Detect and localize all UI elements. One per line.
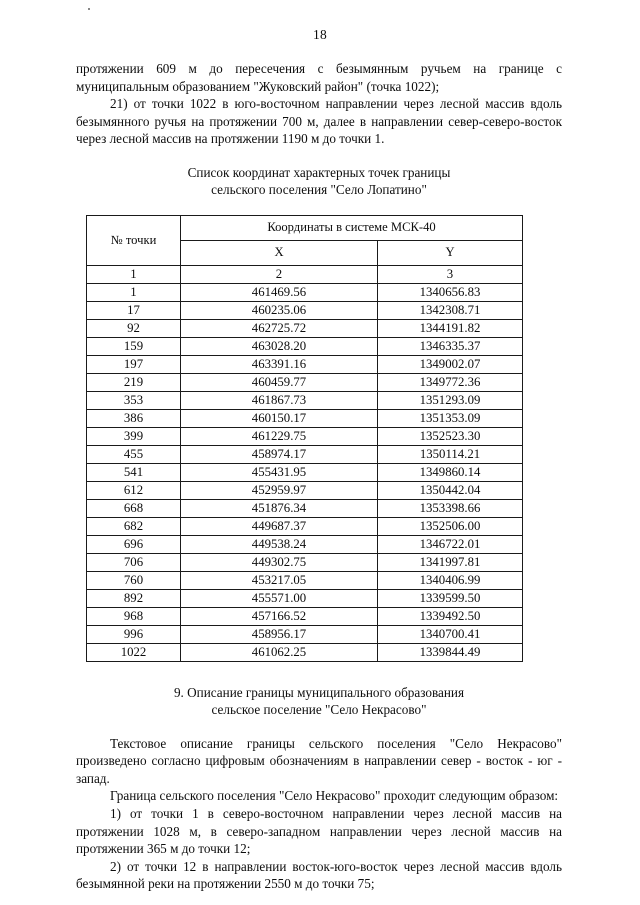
table-column-number-row: [87, 265, 523, 283]
page-number: 18: [313, 27, 327, 42]
table-row: [87, 445, 523, 463]
cell-point-number: 399: [87, 427, 181, 445]
cell-point-number: 682: [87, 517, 181, 535]
page-content: [76, 60, 562, 893]
column-number-3: 3: [378, 265, 523, 283]
table-row: [87, 517, 523, 535]
cell-x-coordinate: 455431.95: [181, 463, 378, 481]
table-row: [87, 283, 523, 301]
cell-x-coordinate: 452959.97: [181, 481, 378, 499]
cell-point-number: 92: [87, 319, 181, 337]
cell-x-coordinate: 463028.20: [181, 337, 378, 355]
table-row: [87, 319, 523, 337]
cell-y-coordinate: 1350114.21: [378, 445, 523, 463]
cell-y-coordinate: 1344191.82: [378, 319, 523, 337]
cell-point-number: 760: [87, 571, 181, 589]
header-y: Y: [378, 240, 523, 265]
section-heading-line-1: 9. Описание границы муниципального образования: [173, 684, 465, 700]
cell-point-number: 696: [87, 535, 181, 553]
table-title-line-1: Список координат характерных точек границы: [187, 164, 451, 180]
cell-y-coordinate: 1346722.01: [378, 535, 523, 553]
section-paragraph-1: Текстовое описание границы сельского поселения "Село Некрасово" произведено согласно цифровым обозначениям в направлении север - восток - юг - запад.: [76, 735, 562, 786]
paragraph-continuation: протяжении 609 м до пересечения с безымянным ручьем на границе с муниципальным образованием "Жуковский район" (точка 1022);: [76, 61, 562, 94]
table-row: [87, 535, 523, 553]
cell-y-coordinate: 1340700.41: [378, 625, 523, 643]
cell-point-number: 197: [87, 355, 181, 373]
cell-x-coordinate: 453217.05: [181, 571, 378, 589]
cell-y-coordinate: 1351293.09: [378, 391, 523, 409]
cell-x-coordinate: 461469.56: [181, 283, 378, 301]
cell-y-coordinate: 1339599.50: [378, 589, 523, 607]
table-row: [87, 481, 523, 499]
table-row: [87, 409, 523, 427]
cell-y-coordinate: 1339492.50: [378, 607, 523, 625]
cell-y-coordinate: 1349860.14: [378, 463, 523, 481]
cell-y-coordinate: 1351353.09: [378, 409, 523, 427]
cell-point-number: 219: [87, 373, 181, 391]
table-header-row-group: [87, 215, 523, 240]
cell-y-coordinate: 1349772.36: [378, 373, 523, 391]
cell-point-number: 706: [87, 553, 181, 571]
cell-y-coordinate: 1340656.83: [378, 283, 523, 301]
cell-x-coordinate: 461062.25: [181, 643, 378, 661]
cell-point-number: 541: [87, 463, 181, 481]
cell-x-coordinate: 449687.37: [181, 517, 378, 535]
cell-x-coordinate: 455571.00: [181, 589, 378, 607]
section-paragraph-item-1: 1) от точки 1 в северо-восточном направлении через лесной массив на протяжении 1028 м, в северо-западном направлении через лесной массив на протяжении 365 м до точки 12;: [76, 805, 562, 857]
cell-y-coordinate: 1339844.49: [378, 643, 523, 661]
table-row: [87, 391, 523, 409]
scan-artifact-speck: [88, 8, 90, 10]
coordinates-table-wrapper: [86, 215, 522, 662]
cell-y-coordinate: 1350442.04: [378, 481, 523, 499]
cell-point-number: 1022: [87, 643, 181, 661]
table-body: [87, 283, 523, 661]
cell-point-number: 668: [87, 499, 181, 517]
cell-x-coordinate: 449302.75: [181, 553, 378, 571]
cell-point-number: 353: [87, 391, 181, 409]
cell-x-coordinate: 461867.73: [181, 391, 378, 409]
table-title-line-2: сельского поселения "Село Лопатино": [211, 182, 427, 198]
cell-point-number: 17: [87, 301, 181, 319]
header-x: X: [181, 240, 378, 265]
table-row: [87, 625, 523, 643]
cell-point-number: 612: [87, 481, 181, 499]
cell-y-coordinate: 1349002.07: [378, 355, 523, 373]
cell-x-coordinate: 460235.06: [181, 301, 378, 319]
cell-y-coordinate: 1352506.00: [378, 517, 523, 535]
table-row: [87, 427, 523, 445]
cell-point-number: 386: [87, 409, 181, 427]
column-number-2: 2: [181, 265, 378, 283]
paragraph-item-21: 21) от точки 1022 в юго-восточном направлении через лесной массив вдоль безымянного ручья на протяжении 700 м, далее в направлении север-северо-восток через лесной массив на протяжении 1190 м до точки 1.: [76, 96, 562, 147]
cell-y-coordinate: 1353398.66: [378, 499, 523, 517]
table-row: [87, 571, 523, 589]
table-row: [87, 589, 523, 607]
cell-point-number: 1: [87, 283, 181, 301]
cell-point-number: 159: [87, 337, 181, 355]
cell-point-number: 455: [87, 445, 181, 463]
header-coordinates-group: Координаты в системе МСК-40: [181, 215, 523, 240]
table-row: [87, 301, 523, 319]
cell-x-coordinate: 460150.17: [181, 409, 378, 427]
section-heading-line-2: сельское поселение "Село Некрасово": [211, 702, 427, 718]
cell-x-coordinate: 458956.17: [181, 625, 378, 643]
cell-point-number: 892: [87, 589, 181, 607]
column-number-1: 1: [87, 265, 181, 283]
table-row: [87, 355, 523, 373]
cell-x-coordinate: 458974.17: [181, 445, 378, 463]
table-head: [87, 215, 523, 283]
cell-point-number: 968: [87, 607, 181, 625]
cell-y-coordinate: 1341997.81: [378, 553, 523, 571]
cell-x-coordinate: 462725.72: [181, 319, 378, 337]
cell-y-coordinate: 1352523.30: [378, 427, 523, 445]
cell-x-coordinate: 457166.52: [181, 607, 378, 625]
table-row: [87, 553, 523, 571]
table-row: [87, 607, 523, 625]
cell-y-coordinate: 1340406.99: [378, 571, 523, 589]
cell-y-coordinate: 1342308.71: [378, 301, 523, 319]
table-row: [87, 643, 523, 661]
cell-x-coordinate: 461229.75: [181, 427, 378, 445]
table-row: [87, 373, 523, 391]
coordinates-table: [86, 215, 523, 662]
cell-x-coordinate: 451876.34: [181, 499, 378, 517]
cell-x-coordinate: 463391.16: [181, 355, 378, 373]
section-paragraph-item-2: 2) от точки 12 в направлении восток-юго-восток через лесной массив вдоль безымянной реки на протяжении 2550 м до точки 75;: [76, 858, 562, 892]
table-row: [87, 463, 523, 481]
cell-y-coordinate: 1346335.37: [378, 337, 523, 355]
cell-point-number: 996: [87, 625, 181, 643]
cell-x-coordinate: 460459.77: [181, 373, 378, 391]
header-point-number: № точки: [87, 215, 181, 265]
table-row: [87, 337, 523, 355]
cell-x-coordinate: 449538.24: [181, 535, 378, 553]
section-paragraph-2: Граница сельского поселения "Село Некрасово" проходит следующим образом:: [110, 788, 559, 804]
table-row: [87, 499, 523, 517]
